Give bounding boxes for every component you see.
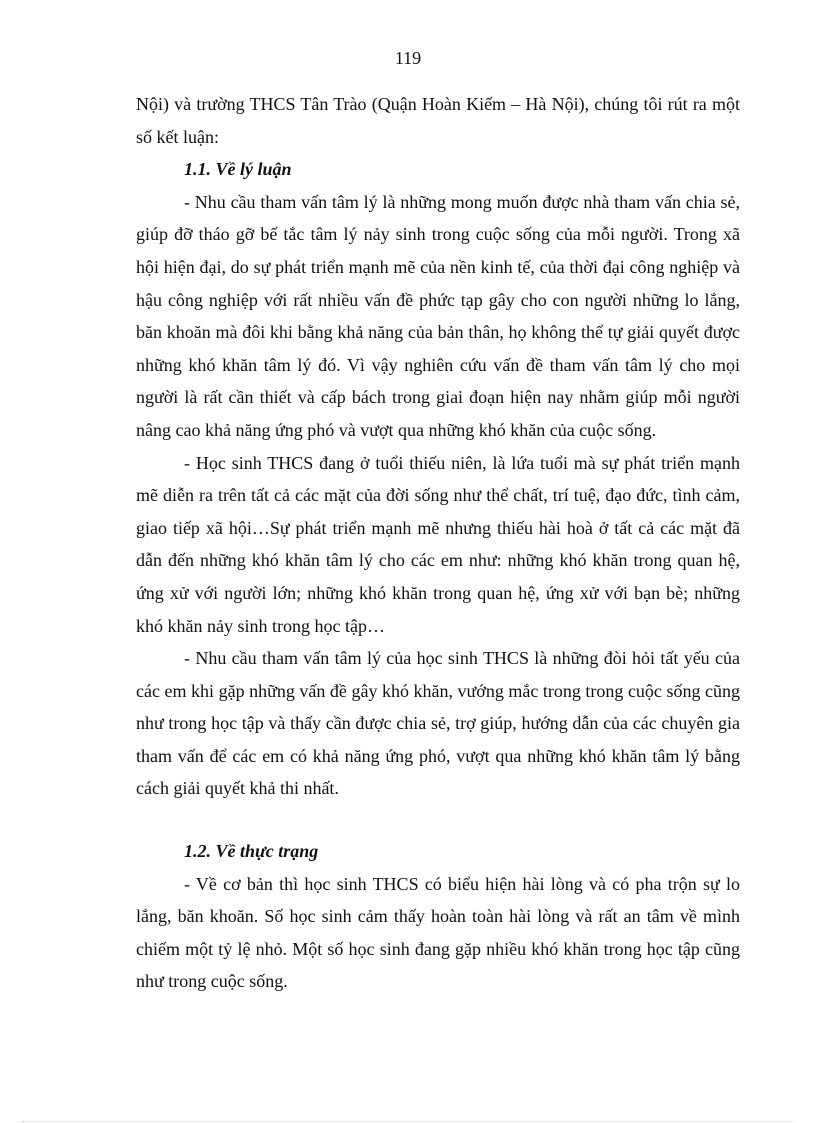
page-number: 119 bbox=[394, 48, 422, 68]
section-heading-reality: 1.2. Về thực trạng bbox=[184, 841, 319, 862]
theory-paragraph-3: - Nhu cầu tham vấn tâm lý của học sinh THCS là những đòi hỏi tất yếu của các em khi gặp những vấn đề gây khó khăn, vướng mắc trong trong cuộc sống cũng như trong học tập và thấy cần được chia sẻ, trợ giúp, hướng dẫn của các chuyên gia tham vấn để các em có khả năng ứng phó, vượt qua những khó khăn tâm lý bằng cách giải quyết khả thi nhất. bbox=[136, 648, 740, 799]
reality-paragraph-1: - Về cơ bản thì học sinh THCS có biểu hiện hài lòng và có pha trộn sự lo lắng, băn khoăn. Số học sinh cảm thấy hoàn toàn hài lòng và rất an tâm về mình chiếm một tỷ lệ nhỏ. Một số học sinh đang gặp nhiều khó khăn trong học tập cũng như trong cuộc sống. bbox=[136, 873, 740, 992]
document-body bbox=[136, 88, 740, 998]
page-bottom-divider bbox=[22, 1121, 794, 1122]
theory-paragraph-2: - Học sinh THCS đang ở tuổi thiếu niên, là lứa tuổi mà sự phát triển mạnh mẽ diễn ra trên tất cả các mặt của đời sống như thể chất, trí tuệ, đạo đức, tình cảm, giao tiếp xã hội…Sự phát triển mạnh mẽ nhưng thiếu hài hoà ở tất cả các mặt đã dẫn đến những khó khăn tâm lý cho các em như: những khó khăn trong quan hệ, ứng xử với người lớn; những khó khăn trong quan hệ, ứng xử với bạn bè; những khó khăn nảy sinh trong học tập… bbox=[136, 452, 740, 636]
theory-paragraph-1: - Nhu cầu tham vấn tâm lý là những mong muốn được nhà tham vấn chia sẻ, giúp đỡ tháo gỡ bế tắc tâm lý nảy sinh trong cuộc sống của mỗi người. Trong xã hội hiện đại, do sự phát triển mạnh mẽ của nền kinh tế, của thời đại công nghiệp và hậu công nghiệp với rất nhiều vấn đề phức tạp gây cho con người những lo lắng, băn khoăn mà đôi khi bằng khả năng của bản thân, họ không thể tự giải quyết được những khó khăn tâm lý đó. Vì vậy nghiên cứu vấn đề tham vấn tâm lý cho mọi người là rất cần thiết và cấp bách trong giai đoạn hiện nay nhằm giúp mỗi người nâng cao khả năng ứng phó và vượt qua những khó khăn của cuộc sống. bbox=[136, 191, 740, 440]
section-heading-theory: 1.1. Về lý luận bbox=[184, 159, 292, 180]
intro-paragraph: Nội) và trường THCS Tân Trào (Quận Hoàn Kiếm – Hà Nội), chúng tôi rút ra một số kết luận: bbox=[136, 94, 740, 147]
